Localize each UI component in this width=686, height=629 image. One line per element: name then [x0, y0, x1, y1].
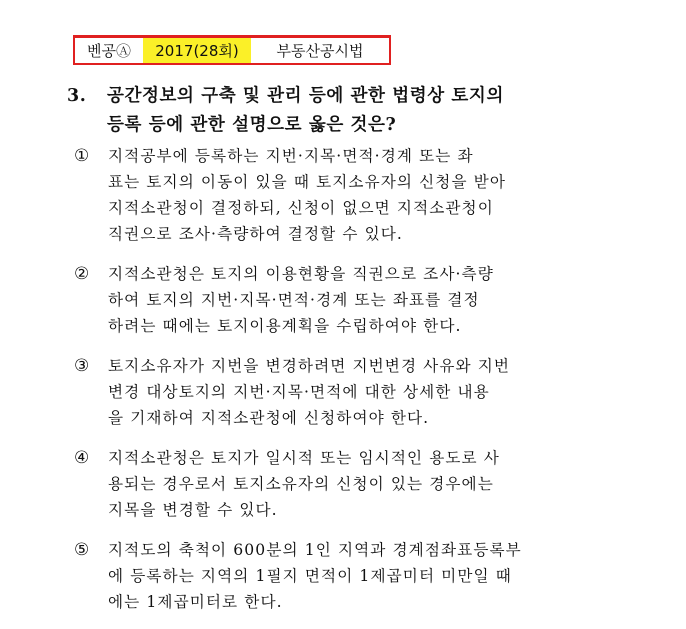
option-text — [108, 143, 619, 247]
answer-option-3[interactable] — [74, 353, 619, 431]
option-text — [108, 445, 619, 523]
answer-options — [74, 143, 619, 629]
option-line: 토지소유자가 지번을 변경하려면 지번변경 사유와 지번 — [108, 357, 511, 375]
answer-option-4[interactable] — [74, 445, 619, 523]
option-text — [108, 353, 619, 431]
option-line: 직권으로 조사·측량하여 결정할 수 있다. — [108, 225, 403, 243]
option-line: 하여 토지의 지번·지목·면적·경계 또는 좌표를 결정 — [108, 291, 480, 309]
option-marker: ⑤ — [74, 540, 91, 560]
option-line: 지적소관청은 토지의 이용현황을 직권으로 조사·측량 — [108, 265, 494, 283]
option-line: 에 등록하는 지역의 1필지 면적이 1제곱미터 미만일 때 — [108, 567, 512, 585]
option-marker: ② — [74, 264, 91, 284]
option-line: 에는 1제곱미터로 한다. — [108, 593, 283, 611]
exam-header — [73, 35, 391, 65]
question-number: 3. — [67, 86, 87, 106]
question-line: 등록 등에 관한 설명으로 옳은 것은? — [107, 115, 397, 135]
header-category: 벤공Ⓐ — [87, 42, 131, 60]
option-text — [108, 261, 619, 339]
option-marker: ① — [74, 146, 91, 166]
option-line: 변경 대상토지의 지번·지목·면적에 대한 상세한 내용 — [108, 383, 490, 401]
option-line: 을 기재하여 지적소관청에 신청하여야 한다. — [108, 409, 430, 427]
question-line: 공간정보의 구축 및 관리 등에 관한 법령상 토지의 — [107, 86, 504, 106]
header-exam-year: 2017(28회) — [143, 38, 251, 63]
option-marker: ④ — [74, 448, 91, 468]
option-line: 지적도의 축척이 600분의 1인 지역과 경계점좌표등록부 — [108, 541, 522, 559]
option-line: 지적소관청이 결정하되, 신청이 없으면 지적소관청이 — [108, 199, 494, 217]
option-marker: ③ — [74, 356, 91, 376]
option-line: 지목을 변경할 수 있다. — [108, 501, 278, 519]
option-line: 표는 토지의 이동이 있을 때 토지소유자의 신청을 받아 — [108, 173, 506, 191]
header-subject: 부동산공시법 — [276, 42, 364, 60]
option-line: 용되는 경우로서 토지소유자의 신청이 있는 경우에는 — [108, 475, 494, 493]
question-text — [107, 82, 612, 140]
option-line: 하려는 때에는 토지이용계획을 수립하여야 한다. — [108, 317, 462, 335]
option-line: 지적소관청은 토지가 일시적 또는 임시적인 용도로 사 — [108, 449, 500, 467]
option-text — [108, 537, 619, 615]
option-line: 지적공부에 등록하는 지번·지목·면적·경계 또는 좌 — [108, 147, 474, 165]
answer-option-5[interactable] — [74, 537, 619, 615]
answer-option-2[interactable] — [74, 261, 619, 339]
answer-option-1[interactable] — [74, 143, 619, 247]
